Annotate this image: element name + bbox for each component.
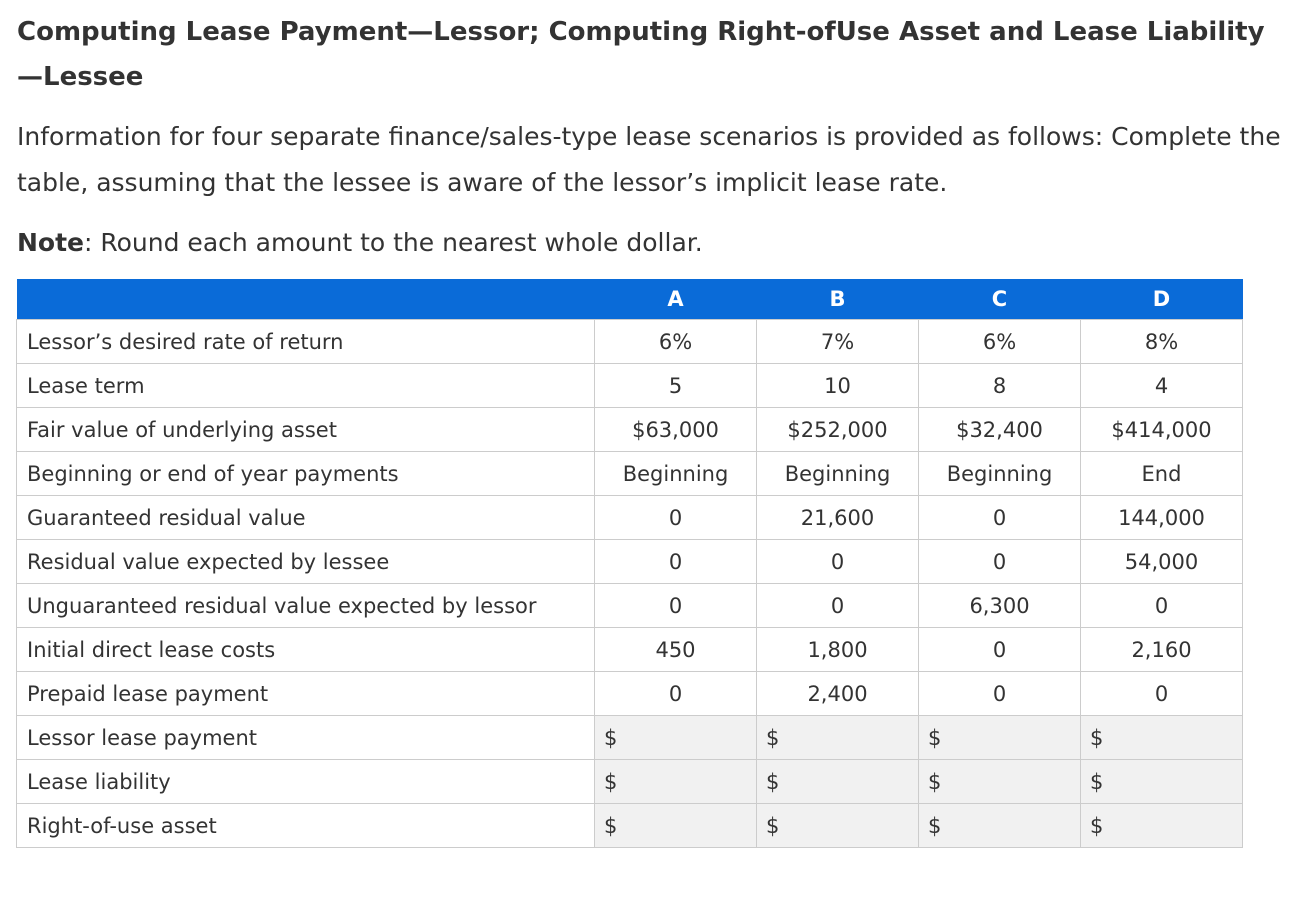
cell-value: 21,600 [757,496,919,540]
cell-value: $252,000 [757,408,919,452]
table-row [17,584,1243,628]
dollar-prefix: $ [604,725,618,750]
cell-value: 0 [595,496,757,540]
note-body: : Round each amount to the nearest whole dollar. [84,228,703,257]
dollar-prefix: $ [1090,769,1104,794]
cell-value: 6% [595,320,757,364]
cell-value: $414,000 [1081,408,1243,452]
table-row [17,452,1243,496]
table-row [17,320,1243,364]
cell-value: 6,300 [919,584,1081,628]
cell-value: 0 [757,584,919,628]
answer-row-right-of-use-asset [17,804,1243,848]
answer-row-lessor-lease-payment [17,716,1243,760]
intro-text: Information for four separate finance/sales-type lease scenarios is provided as follows: Complete the table, assuming that the lessee is aware of the lessor’s implicit lease rate. [17,122,1281,197]
cell-value: $32,400 [919,408,1081,452]
cell-value: 8 [919,364,1081,408]
header-scenario-a: A [595,279,757,320]
cell-value: 0 [595,584,757,628]
cell-value: 144,000 [1081,496,1243,540]
cell-value: 2,160 [1081,628,1243,672]
cell-value: 54,000 [1081,540,1243,584]
cell-value: 0 [919,628,1081,672]
table-row [17,540,1243,584]
header-scenario-b: B [757,279,919,320]
cell-value: 7% [757,320,919,364]
row-label: Lease liability [17,760,595,804]
row-label: Lease term [17,364,595,408]
table-header-row [17,279,1243,320]
row-label: Prepaid lease payment [17,672,595,716]
row-label: Lessor’s desired rate of return [17,320,595,364]
cell-value: 0 [1081,672,1243,716]
row-label: Initial direct lease costs [17,628,595,672]
dollar-prefix: $ [604,813,618,838]
table-row [17,408,1243,452]
dollar-prefix: $ [928,769,942,794]
row-label: Right-of-use asset [17,804,595,848]
dollar-prefix: $ [766,769,780,794]
cell-value: 0 [1081,584,1243,628]
row-label: Residual value expected by lessee [17,540,595,584]
dollar-prefix: $ [604,769,618,794]
lease-scenarios-table [16,279,1243,848]
cell-value: End [1081,452,1243,496]
cell-value: 10 [757,364,919,408]
answer-input-b[interactable] [757,716,919,760]
header-blank [17,279,595,320]
cell-value: 0 [757,540,919,584]
cell-value: 6% [919,320,1081,364]
cell-value: 2,400 [757,672,919,716]
answer-input-b[interactable] [757,760,919,804]
answer-input-b[interactable] [757,804,919,848]
cell-value: Beginning [757,452,919,496]
table-row [17,672,1243,716]
dollar-prefix: $ [928,813,942,838]
cell-value: Beginning [595,452,757,496]
answer-row-lease-liability [17,760,1243,804]
cell-value: 450 [595,628,757,672]
table-row [17,496,1243,540]
row-label: Lessor lease payment [17,716,595,760]
cell-value: 0 [919,496,1081,540]
answer-input-a[interactable] [595,716,757,760]
dollar-prefix: $ [928,725,942,750]
cell-value: 1,800 [757,628,919,672]
answer-input-d[interactable] [1081,760,1243,804]
cell-value: Beginning [919,452,1081,496]
table-row [17,364,1243,408]
dollar-prefix: $ [1090,813,1104,838]
cell-value: $63,000 [595,408,757,452]
cell-value: 5 [595,364,757,408]
answer-input-a[interactable] [595,760,757,804]
dollar-prefix: $ [766,813,780,838]
answer-input-d[interactable] [1081,804,1243,848]
dollar-prefix: $ [1090,725,1104,750]
header-scenario-c: C [919,279,1081,320]
cell-value: 4 [1081,364,1243,408]
answer-input-c[interactable] [919,760,1081,804]
note-label: Note [17,228,85,257]
row-label: Fair value of underlying asset [17,408,595,452]
cell-value: 0 [919,672,1081,716]
row-label: Guaranteed residual value [17,496,595,540]
page-title: Computing Lease Payment—Lessor; Computing Right-ofUse Asset and Lease Liability —Lessee [17,17,1265,92]
cell-value: 0 [595,540,757,584]
row-label: Beginning or end of year payments [17,452,595,496]
cell-value: 8% [1081,320,1243,364]
dollar-prefix: $ [766,725,780,750]
row-label: Unguaranteed residual value expected by lessor [17,584,595,628]
header-scenario-d: D [1081,279,1243,320]
cell-value: 0 [919,540,1081,584]
answer-input-c[interactable] [919,804,1081,848]
note-text [17,220,1287,266]
table-row [17,628,1243,672]
cell-value: 0 [595,672,757,716]
answer-input-a[interactable] [595,804,757,848]
answer-input-c[interactable] [919,716,1081,760]
answer-input-d[interactable] [1081,716,1243,760]
